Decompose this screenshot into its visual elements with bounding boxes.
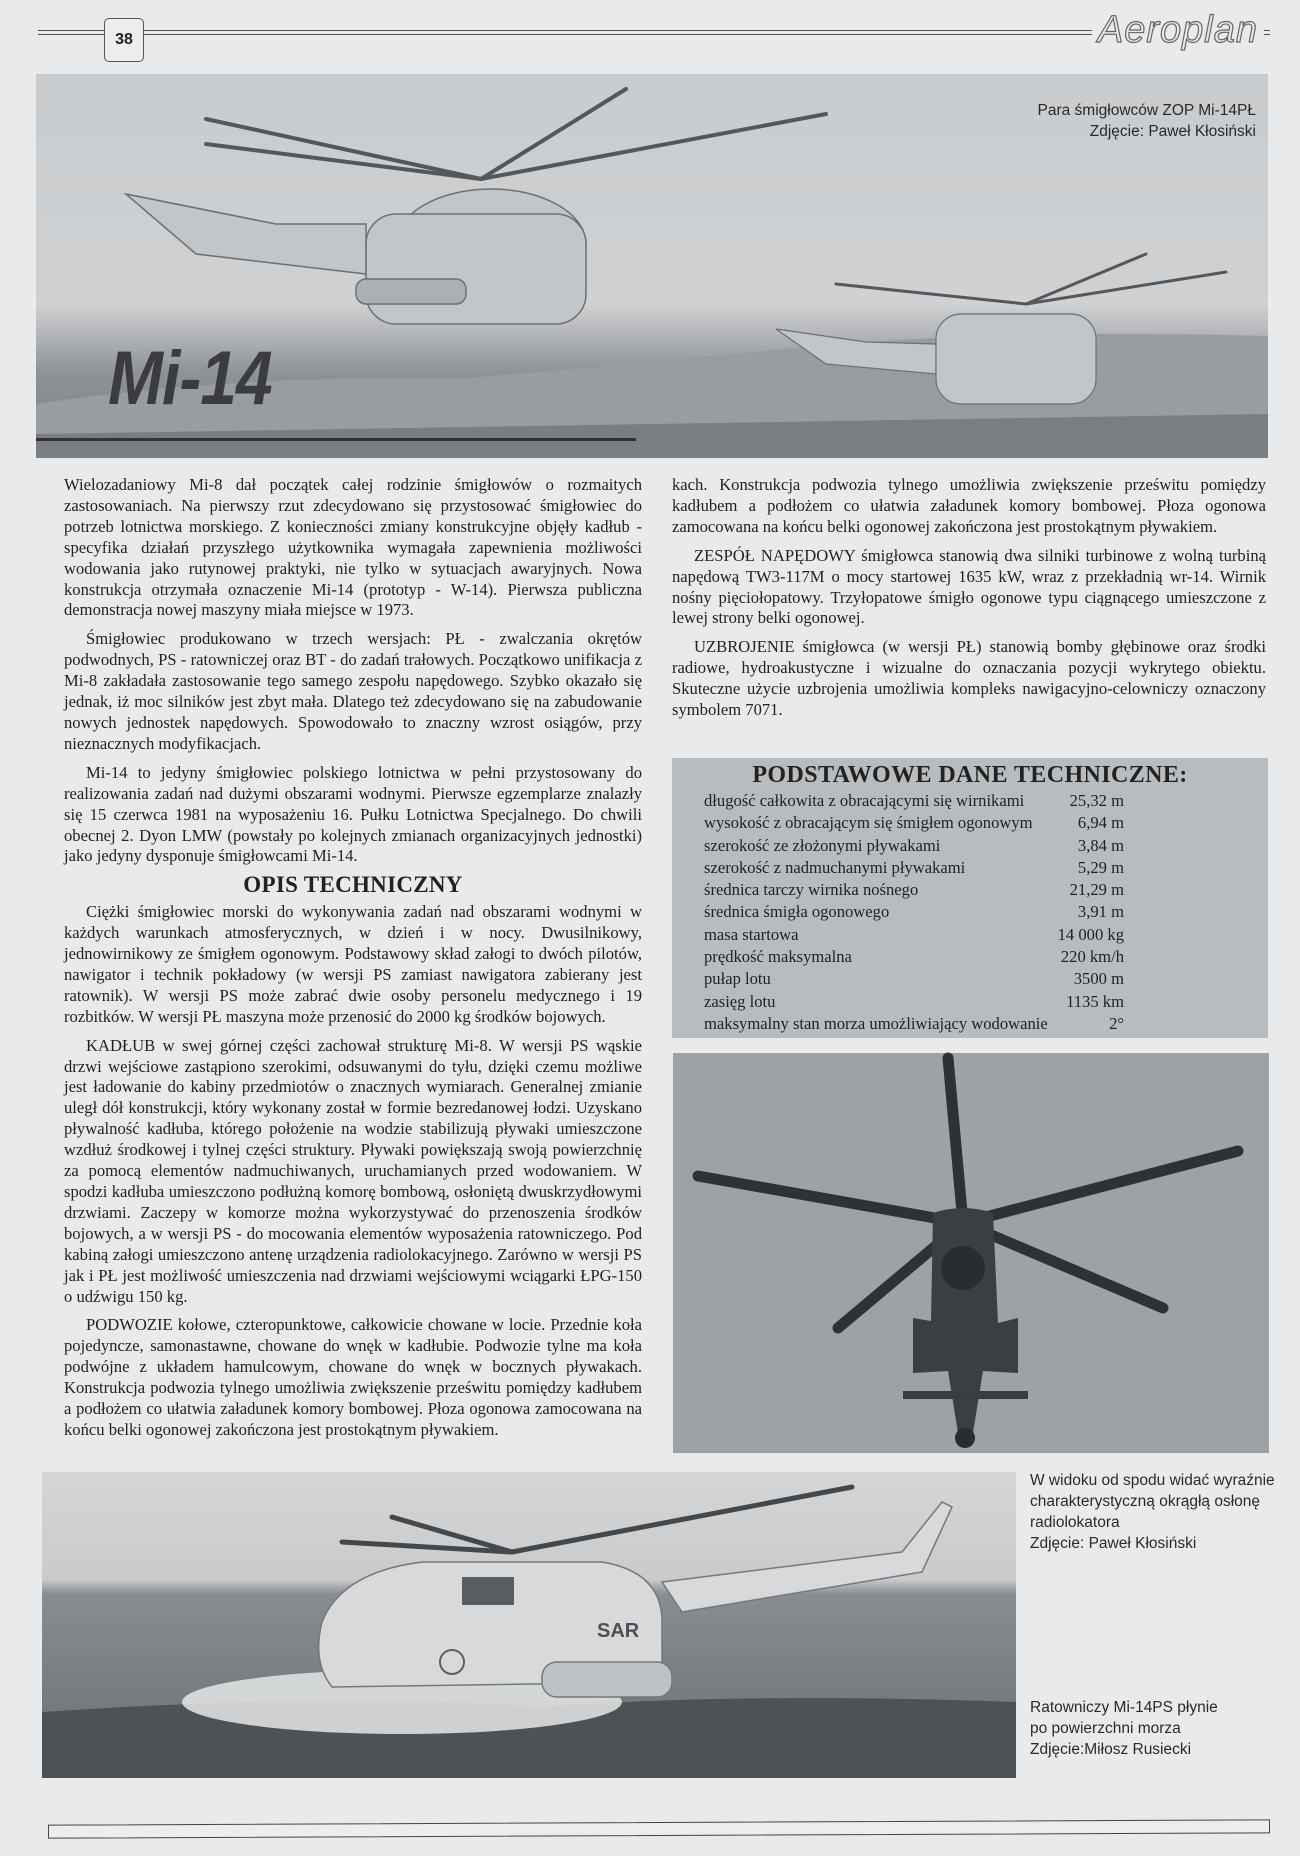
spec-row [704, 968, 1124, 990]
title-underline [36, 438, 636, 441]
spec-value: 21,29 m [1069, 880, 1124, 900]
photo-top-caption [1037, 100, 1256, 142]
paragraph: Śmigłowiec produkowano w trzech wersjach: PŁ - zwalczania okrętów podwodnych, PS - ratowniczej oraz BT - do zadań trałowych. Początkowo unifikacja z Mi-8 zakładała zastosowanie tego samego zespołu napędowego. Szybko okazało się jednak, iż moc silników jest zbyt mała. Dlatego też zdecydowano się na zabudowanie nowych jednostek napędowych. Spowodowało to znaczny wzrost osiągów, przy nieznacznych modyfikacjach. [64, 629, 642, 753]
spec-value: 2° [1109, 1013, 1124, 1033]
caption-line: Para śmigłowców ZOP Mi-14PŁ [1037, 102, 1256, 119]
spec-label: zasięg lotu [704, 991, 776, 1011]
paragraph: UZBROJENIE śmigłowca (w wersji PŁ) stanowią bomby głębinowe oraz środki radiowe, hydroakustyczne i wizualne do oznaczania pozycji wykrytego obiektu. Skuteczne użycie uzbrojenia umożliwia kompleks nawigacyjno-celowniczy oznaczony symbolem 7071. [672, 637, 1266, 720]
spec-label: średnica śmigła ogonowego [704, 902, 890, 922]
spec-value: 3,91 m [1077, 902, 1124, 922]
hull-marking: SAR [597, 1620, 640, 1642]
section-heading: OPIS TECHNICZNY [243, 872, 463, 898]
spec-value: 6,94 m [1077, 813, 1124, 833]
spec-value: 3,84 m [1077, 835, 1124, 855]
photo-credit: Zdjęcie: Paweł Kłosiński [1030, 1535, 1197, 1552]
spec-row [704, 857, 1124, 879]
spec-row [704, 901, 1124, 923]
magazine-logo: Aeroplan [1092, 10, 1264, 50]
article-left-column [64, 475, 642, 1439]
technical-data-box [672, 758, 1268, 1038]
spec-row [704, 835, 1124, 857]
spec-label: prędkość maksymalna [704, 947, 852, 967]
photo-sea-caption [1030, 1697, 1280, 1760]
spec-label: pułap lotu [704, 969, 771, 989]
spec-label: masa startowa [704, 924, 799, 944]
spec-value: 14 000 kg [1057, 924, 1124, 944]
caption-line: radiolokatora [1030, 1514, 1120, 1531]
spec-row [704, 812, 1124, 834]
footer-rule [48, 1819, 1270, 1838]
header-rule [38, 30, 1270, 35]
caption-line: Ratowniczy Mi-14PS płynie [1030, 1699, 1218, 1716]
photo-helicopter-underside [673, 1053, 1269, 1453]
caption-line: W widoku od spodu widać wyraźnie [1030, 1472, 1275, 1489]
spec-value: 1135 km [1066, 991, 1124, 1011]
photo-credit: Zdjęcie:Miłosz Rusiecki [1030, 1741, 1192, 1758]
paragraph: Wielozadaniowy Mi-8 dał początek całej rodzinie śmigłowów o rozmaitych zastosowaniach. Na pierwszy rzut zdecydowano się przystosować śmigłowiec do potrzeb lotnictwa morskiego. Z konieczności zmiany konstrukcyjne objęły kadłub - specyfika działań przyszłego użytkownika wymagała zapewnienia możliwości wodowania jako rutynowej praktyki, nie tylko w sytuacjach awaryjnych. Nowa konstrukcja otrzymała oznaczenie Mi-14 (prototyp - W-14). Pierwsza publiczna demonstracja nowej maszyny miała miejsce w 1973. [64, 475, 642, 620]
spec-value: 5,29 m [1077, 857, 1124, 877]
photo-rescue-helicopter-on-sea [42, 1472, 1016, 1778]
caption-line: charakterystyczną okrągłą osłonę [1030, 1493, 1261, 1510]
spec-label: długość całkowita z obracającymi się wirnikami [704, 791, 1025, 810]
paragraph-continued: kach. Konstrukcja podwozia tylnego umożliwia zwiększenie prześwitu pomiędzy kadłubem a podłożem co ułatwia załadunek komory bombowej. Płoza ogonowa zamocowana na końcu belki ogonowej zakończona jest prostokątnym pływakiem. [672, 475, 1266, 536]
specs-title: PODSTAWOWE DANE TECHNICZNE: [752, 762, 1188, 788]
specs-table [704, 790, 1124, 1035]
spec-row [704, 924, 1124, 946]
spec-value: 220 km/h [1060, 947, 1124, 967]
spec-label: średnica tarczy wirnika nośnego [704, 880, 919, 900]
paragraph: KADŁUB w swej górnej części zachował strukturę Mi-8. W wersji PS wąskie drzwi wejściowe zastąpiono szerokimi, odsuwanymi do tyłu, dzięki czemu możliwe jest ładowanie do kabiny przedmiotów o znacznych wymiarach. Generalnej zmianie uległ dół konstrukcji, który wykonany został w formie bezredanowej łodzi. Uzyskano pływalność kadłuba, którego położenie na wodzie stabilizują pływaki umieszczone wzdłuż środkowej i tylnej części struktury. Pływaki powiększają swoją powierzchnię za pomocą elementów nadmuchiwanych, uruchamianych przed wodowaniem. W spodzi kadłuba umieszczono podłużną komorę bombową, osłoniętą dwuskrzydłowymi drzwiami. Zaczepy w komorze można wykorzystywać do przenoszenia środków bojowych, a w wersji PS - do mocowania elementów wyposażenia ratowniczego. Pod kabiną załogi umieszczono antenę urządzenia radiolokacyjnego. Zarówno w wersji PS jak i PŁ jest możliwość umieszczenia nad drzwiami wejściowymi wciągarki ŁPG-150 o udźwigu 150 kg. [64, 1035, 642, 1306]
spec-row [704, 991, 1124, 1013]
spec-label: maksymalny stan morza umożliwiający wodowanie [704, 1013, 1048, 1033]
spec-row [704, 946, 1124, 968]
spec-label: wysokość z obracającym się śmigłem ogonowym [704, 813, 1033, 833]
article-right-column [672, 475, 1266, 729]
spec-label: szerokość ze złożonymi pływakami [704, 835, 941, 855]
rescue-helicopter-illustration [42, 1472, 1016, 1778]
photo-underside-caption [1030, 1470, 1280, 1554]
spec-row [704, 1013, 1124, 1035]
caption-line: po powierzchni morza [1030, 1720, 1181, 1737]
paragraph: PODWOZIE kołowe, czteropunktowe, całkowicie chowane w locie. Przednie koła pojedyncze, samonastawne, chowane do wnęk w kadłubie. Podwozie tylne ma koła podwójne z układem hamulcowym, chowane do wnęk w bocznych pływakach. Konstrukcja podwozia tylnego umożliwia zwiększenie prześwitu pomiędzy kadłubem a podłożem co ułatwia załadunek komory bombowej. Płoza ogonowa zamocowana na końcu belki ogonowej zakończona jest prostokątnym pływakiem. [64, 1315, 642, 1439]
paragraph: Ciężki śmigłowiec morski do wykonywania zadań nad obszarami wodnymi w każdych warunkach atmosferycznych, w dzień i w nocy. Dwusilnikowy, jednowirnikowy ze śmigłem ogonowym. Podstawowy skład załogi to dwóch pilotów, nawigator i technik pokładowy (w wersji PS zamiast nawigatora zabierany jest ratownik). W wersji PS może zabrać dwie osoby personelu medycznego i 19 rozbitków. W wersji PŁ maszyna może przenosić do 2000 kg środków bojowych. [64, 902, 642, 1026]
helicopter-underside-illustration [673, 1053, 1269, 1453]
spec-value: 25,32 m [1069, 791, 1124, 810]
article-title: Mi-14 [108, 335, 272, 421]
page-number: 38 [104, 18, 144, 62]
paragraph: Mi-14 to jedyny śmigłowiec polskiego lotnictwa w pełni przystosowany do realizowania zadań nad dużymi obszarami wodnymi. Pierwsze egzemplarze znalazły się 15 czerwca 1981 na wyposażeniu 16. Pułku Lotnictwa Specjalnego. Do chwili obecnej 2. Dyon LMW (powstały po kolejnych zmianach organizacyjnych jednostki) jako jedyny dysponuje śmigłowcami Mi-14. [64, 762, 642, 866]
paragraph: ZESPÓŁ NAPĘDOWY śmigłowca stanowią dwa silniki turbinowe z wolną turbiną napędową TW3-117M o mocy startowej 1635 kW, wraz z przekładnią wr-14. Wirnik nośny pięciołopatowy. Trzyłopatowe śmigło ogonowe typu ciągnącego umieszczone z lewej strony belki ogonowej. [672, 545, 1266, 628]
spec-value: 3500 m [1073, 969, 1124, 989]
spec-label: szerokość z nadmuchanymi pływakami [704, 857, 966, 877]
photo-credit: Zdjęcie: Paweł Kłosiński [1089, 123, 1256, 140]
spec-row [704, 790, 1124, 812]
spec-row [704, 879, 1124, 901]
